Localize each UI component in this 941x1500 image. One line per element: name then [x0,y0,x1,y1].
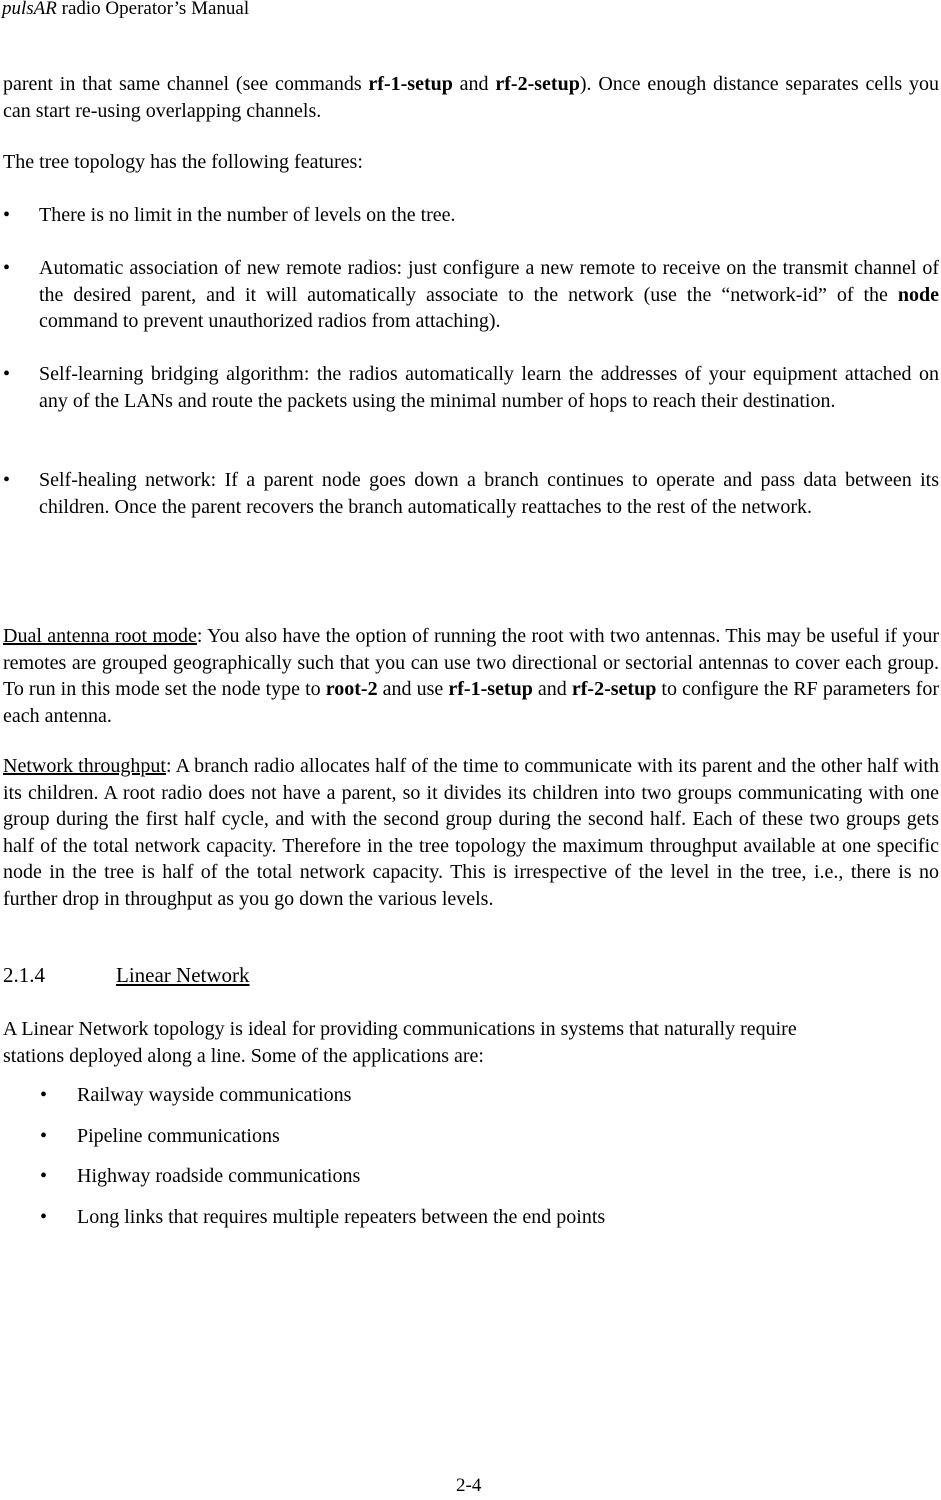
throughput-label: Network throughput [3,755,166,777]
feature-text: Self-healing network: If a parent node goes down a branch continues to operate and pass data between its children. Once the parent recovers the branch automatically reattaches to the rest of the network. [39,469,939,518]
section-title: Linear Network [116,963,250,987]
command-rf-1-setup: rf-1-setup [368,73,453,95]
intro-text-3: ). Once enough distance separates cells you can start re-using overlapping channels. [3,73,939,122]
feature-text-part: command to prevent unauthorized radios from attaching). [39,310,501,332]
bullet-symbol: • [40,1125,48,1147]
intro-text-1: parent in that same channel (see commands [3,73,369,95]
dual-text-1: : You also have the option of running the root with two antennas. This may be useful if your remotes are grouped geographically such that you can use two directional or sectorial antennas to cover each group. To run in this mode set the node type to [3,625,939,700]
command-rf-2-setup: rf-2-setup [495,73,580,95]
dual-antenna-paragraph [3,623,939,729]
section-number: 2.1.4 [3,963,45,987]
feature-text [39,255,939,335]
running-header [2,0,249,21]
tree-intro-paragraph: The tree topology has the following features: [3,151,363,173]
throughput-paragraph [3,753,939,912]
bullet-symbol: • [3,363,11,385]
linear-intro-line: stations deployed along a line. Some of the applications are: [3,1044,484,1067]
dual-text-3: and [532,678,572,700]
bullet-symbol: • [40,1084,48,1106]
feature-bullet-bridging [0,361,939,414]
dual-text-4: to configure the RF parameters for each antenna. [3,678,939,727]
header-brand: pulsAR [2,0,57,19]
linear-intro-line: A Linear Network topology is ideal for providing communications in systems that naturally require [3,1018,797,1040]
intro-paragraph [3,71,939,124]
command-rf-2-setup: rf-2-setup [571,678,657,700]
list-item-text: Highway roadside communications [77,1165,361,1187]
list-item-text: Long links that requires multiple repeaters between the end points [77,1206,606,1228]
bullet-symbol: • [40,1165,48,1187]
intro-text-2: and [452,73,496,95]
linear-intro-paragraph [3,1016,939,1069]
bullet-symbol: • [3,204,11,226]
section-heading [3,962,250,989]
feature-text-part: Automatic association of new remote radios: just configure a new remote to receive on the transmit channel of the desired parent, and it will automatically associate to the network (use the “network-id” of the [39,257,939,306]
page-number: 2-4 [456,1475,482,1496]
feature-text: Self-learning bridging algorithm: the radios automatically learn the addresses of your equipment attached on any of the LANs and route the packets using the minimal number of hops to reach their destination. [39,363,939,412]
dual-antenna-label: Dual antenna root mode [3,625,197,647]
feature-bullet-association [0,255,939,335]
command-rf-1-setup: rf-1-setup [448,678,533,700]
command-root-2: root-2 [325,678,378,700]
command-node: node [897,283,939,306]
feature-bullet-levels [0,202,939,229]
list-item-text: Pipeline communications [77,1125,280,1147]
dual-text-2: and use [377,678,449,700]
feature-text: There is no limit in the number of levels on the tree. [39,204,456,226]
bullet-symbol: • [3,257,11,279]
bullet-symbol: • [40,1206,48,1228]
throughput-text: : A branch radio allocates half of the time to communicate with its parent and the other half with its children. A root radio does not have a parent, so it divides its children into two groups communicating with one group during the first half cycle, and with the second group during the second half. Each of these two groups gets half of the total network capacity. Therefore in the tree topology the maximum throughput available at one specific node in the tree is half of the total network capacity. This is irrespective of the level in the tree, i.e., there is no further drop in throughput as you go down the various levels. [3,755,939,910]
bullet-symbol: • [3,469,11,491]
header-title: radio Operator’s Manual [61,0,250,19]
list-item-text: Railway wayside communications [77,1084,352,1106]
feature-bullet-self-healing [0,467,939,520]
